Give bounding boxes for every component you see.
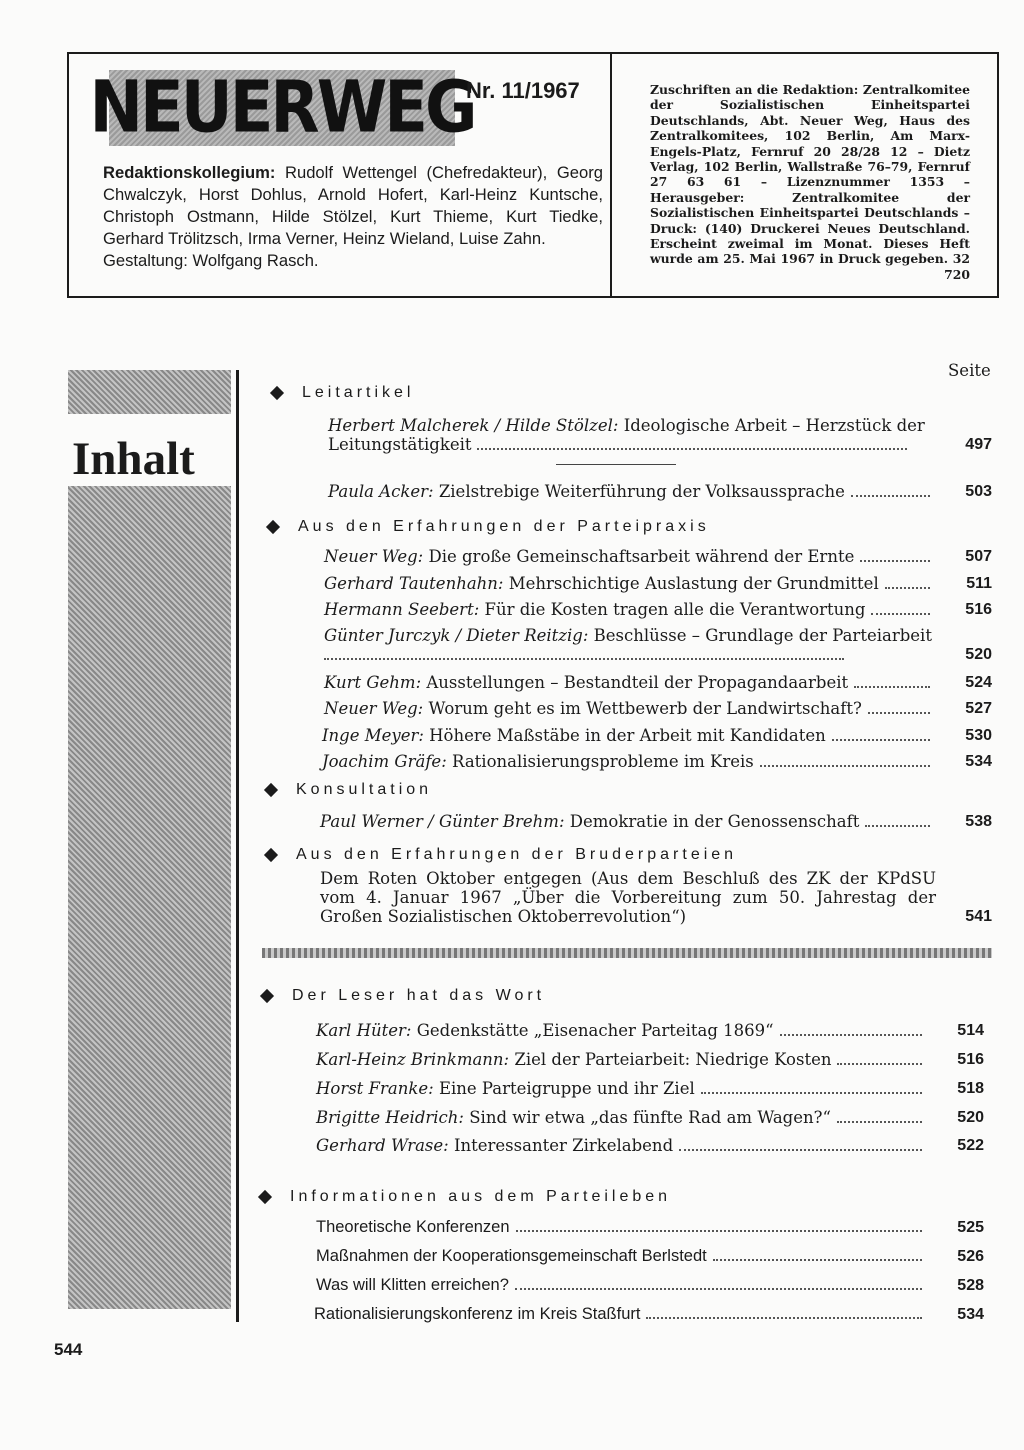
entry-title: Sind wir etwa „das fünfte Rad am Wagen?“ <box>469 1108 831 1127</box>
entry-title: Die große Gemeinschaftsarbeit während der Ernte <box>428 547 855 566</box>
diamond-bullet-icon <box>264 848 278 862</box>
toc-entry[interactable] <box>328 482 992 501</box>
entry-title: Rationalisierungskonferenz im Kreis Staßfurt <box>314 1305 641 1323</box>
toc-entry[interactable] <box>316 1136 984 1155</box>
toc-entry[interactable] <box>322 726 992 745</box>
divider-rule <box>556 464 676 465</box>
section-heading <box>268 518 710 536</box>
diamond-bullet-icon <box>264 783 278 797</box>
entry-page: 530 <box>965 727 992 744</box>
entry-author: Karl Hüter: <box>316 1021 412 1040</box>
halftone-band-top <box>68 370 231 414</box>
entry-page: 511 <box>966 575 992 592</box>
toc-entry[interactable] <box>320 812 992 831</box>
section-heading-text: Konsultation <box>296 781 433 798</box>
entry-title: Ideologische Arbeit – Herzstück der Leitungstätigkeit <box>328 416 925 454</box>
dot-leader <box>837 1063 922 1065</box>
contact-imprint: Zuschriften an die Redaktion: Zentralkomitee der Sozialistischen Einheitspartei Deutschlands, Abt. Neuer Weg, Haus des Zentralkomitees, 102 Berlin, Am Marx-Engels-Platz, Fernruf 20 28/28 12 – Dietz Verlag, 102 Berlin, Wallstraße 76–79, Fernruf 27 63 61 – Lizenznummer 1353 – Herausgeber: Zentralkomitee der Sozialistischen Einheitspartei Deutschlands – Druck: (140) Druckerei Neues Deutschland. Erscheint zweimal im Monat. Dieses Heft wurde am 25. Mai 1967 in Druck gegeben. 32 720 <box>650 82 970 282</box>
entry-page: 534 <box>965 753 992 770</box>
design-credit: Gestaltung: Wolfgang Rasch. <box>103 251 319 270</box>
toc-entry[interactable] <box>324 547 992 566</box>
dot-leader <box>780 1034 922 1036</box>
section-heading-text: Aus den Erfahrungen der Bruderparteien <box>296 846 738 863</box>
diamond-bullet-icon <box>258 1190 272 1204</box>
halftone-divider-band <box>262 948 992 958</box>
entry-title: Zielstrebige Weiterführung der Volksaussprache <box>438 482 845 501</box>
dot-leader <box>477 448 907 450</box>
dot-leader <box>679 1149 922 1151</box>
entry-page: 541 <box>965 908 992 925</box>
entry-author: Horst Franke: <box>316 1079 434 1098</box>
entry-author: Neuer Weg: <box>324 699 424 718</box>
entry-title: Ausstellungen – Bestandteil der Propagandaarbeit <box>426 673 849 692</box>
toc-entry[interactable] <box>316 1021 984 1040</box>
entry-author: Inge Meyer: <box>322 726 424 745</box>
diamond-bullet-icon <box>270 386 284 400</box>
section-heading-text: Aus den Erfahrungen der Parteipraxis <box>298 518 710 535</box>
entry-title: Was will Klitten erreichen? <box>316 1276 509 1294</box>
section-heading <box>260 1188 671 1206</box>
editorial-board-members: Rudolf Wettengel (Chefredakteur), Georg Chwalczyk, Horst Dohlus, Arnold Hofert, Karl-Heinz Kuntsche, Christoph Ostmann, Hilde Stölzel, Kurt Thieme, Kurt Tiedke, Gerhard Trölitzsch, Irma Verner, Heinz Wieland, Luise Zahn. <box>103 163 603 248</box>
dot-leader <box>324 658 844 660</box>
toc-entry[interactable] <box>328 416 992 454</box>
entry-author: Gerhard Wrase: <box>316 1136 449 1155</box>
entry-page: 526 <box>957 1248 984 1265</box>
entry-author: Joachim Gräfe: <box>322 752 447 771</box>
dot-leader <box>701 1092 922 1094</box>
logo-text: NEUERWEG <box>89 66 475 150</box>
dot-leader <box>837 1121 922 1123</box>
entry-title: Rationalisierungsprobleme im Kreis <box>452 752 754 771</box>
entry-author: Herbert Malcherek / Hilde Stölzel: <box>328 416 619 435</box>
entry-page: 522 <box>957 1137 984 1154</box>
toc-entry[interactable] <box>320 869 992 926</box>
section-heading <box>272 384 414 402</box>
diamond-bullet-icon <box>266 520 280 534</box>
entry-title: Eine Parteigruppe und ihr Ziel <box>438 1079 695 1098</box>
dot-leader <box>713 1259 922 1261</box>
entry-page: 516 <box>965 601 992 618</box>
toc-entry[interactable] <box>316 1050 984 1069</box>
entry-page: 518 <box>957 1080 984 1097</box>
toc-entry[interactable] <box>316 1108 984 1127</box>
dot-leader <box>865 825 930 827</box>
halftone-band-bottom <box>68 486 231 1309</box>
toc-entry[interactable] <box>316 1276 984 1295</box>
section-heading-text: Informationen aus dem Parteileben <box>290 1188 672 1205</box>
section-heading <box>266 781 432 799</box>
toc-entry[interactable] <box>316 1218 984 1237</box>
entry-title: Worum geht es im Wettbewerb der Landwirtschaft? <box>428 699 862 718</box>
entry-page: 528 <box>957 1277 984 1294</box>
entry-author: Günter Jurczyk / Dieter Reitzig: <box>324 626 589 645</box>
masthead-box <box>67 52 999 298</box>
entry-page: 538 <box>965 813 992 830</box>
contents-title: Inhalt <box>72 433 195 485</box>
entry-title: Demokratie in der Genossenschaft <box>569 812 860 831</box>
entry-author: Kurt Gehm: <box>324 673 422 692</box>
dot-leader <box>760 765 930 767</box>
editorial-board <box>103 162 603 272</box>
entry-page: 520 <box>965 646 992 663</box>
section-heading-text: Der Leser hat das Wort <box>292 987 546 1004</box>
issue-number: Nr. 11/1967 <box>466 78 580 103</box>
toc-entry[interactable] <box>314 1305 984 1324</box>
diamond-bullet-icon <box>260 989 274 1003</box>
section-heading <box>266 846 737 864</box>
entry-title: Interessanter Zirkelabend <box>453 1136 674 1155</box>
entry-author: Paula Acker: <box>328 482 434 501</box>
entry-author: Brigitte Heidrich: <box>316 1108 464 1127</box>
dot-leader <box>871 613 930 615</box>
section-heading-text: Leitartikel <box>302 384 415 401</box>
entry-author: Paul Werner / Günter Brehm: <box>320 812 565 831</box>
page-number: 544 <box>54 1340 83 1359</box>
entry-title: Ziel der Parteiarbeit: Niedrige Kosten <box>514 1050 832 1069</box>
entry-title: Beschlüsse – Grundlage der Parteiarbeit <box>593 626 932 645</box>
entry-title: Dem Roten Oktober entgegen (Aus dem Beschluß des ZK der KPdSU vom 4. Januar 1967 „Über die Vorbereitung zum 50. Jahrestag der Großen Sozialistischen Oktoberrevolution“) <box>320 869 936 926</box>
entry-title: Für die Kosten tragen alle die Verantwortung <box>484 600 866 619</box>
entry-author: Neuer Weg: <box>324 547 424 566</box>
entry-page: 516 <box>957 1051 984 1068</box>
dot-leader <box>832 739 930 741</box>
toc-entry[interactable] <box>322 752 992 771</box>
toc-entry[interactable] <box>324 699 992 718</box>
masthead-divider <box>610 54 612 298</box>
dot-leader <box>515 1288 922 1290</box>
toc-entry[interactable] <box>316 1079 984 1098</box>
entry-title: Mehrschichtige Auslastung der Grundmittel <box>508 574 879 593</box>
entry-page: 497 <box>965 436 992 453</box>
vertical-rule <box>236 370 239 1322</box>
neuer-weg-logo <box>89 66 475 150</box>
entry-title: Gedenkstätte „Eisenacher Parteitag 1869“ <box>416 1021 774 1040</box>
entry-page: 525 <box>957 1219 984 1236</box>
dot-leader <box>516 1230 922 1232</box>
entry-page: 527 <box>965 700 992 717</box>
section-heading <box>262 987 545 1005</box>
dot-leader <box>854 686 930 688</box>
toc-entry[interactable] <box>316 1247 984 1266</box>
entry-page: 503 <box>965 483 992 500</box>
dot-leader <box>868 712 930 714</box>
dot-leader <box>860 560 930 562</box>
entry-title: Höhere Maßstäbe in der Arbeit mit Kandidaten <box>429 726 826 745</box>
dot-leader <box>646 1317 922 1319</box>
toc-entry[interactable] <box>324 626 992 664</box>
toc-entry[interactable] <box>324 600 992 619</box>
entry-page: 507 <box>965 548 992 565</box>
entry-author: Hermann Seebert: <box>324 600 480 619</box>
dot-leader <box>885 587 930 589</box>
entry-page: 524 <box>965 674 992 691</box>
entry-page: 514 <box>957 1022 984 1039</box>
entry-page: 520 <box>957 1109 984 1126</box>
page-column-header: Seite <box>948 361 991 380</box>
entry-author: Karl-Heinz Brinkmann: <box>316 1050 510 1069</box>
toc-entry[interactable] <box>324 673 992 692</box>
entry-title: Theoretische Konferenzen <box>316 1218 510 1236</box>
toc-entry[interactable] <box>324 574 992 593</box>
dot-leader <box>851 495 930 497</box>
entry-title: Maßnahmen der Kooperationsgemeinschaft Berlstedt <box>316 1247 707 1265</box>
entry-author: Gerhard Tautenhahn: <box>324 574 504 593</box>
editorial-board-label: Redaktionskollegium: <box>103 163 276 182</box>
entry-page: 534 <box>957 1306 984 1323</box>
